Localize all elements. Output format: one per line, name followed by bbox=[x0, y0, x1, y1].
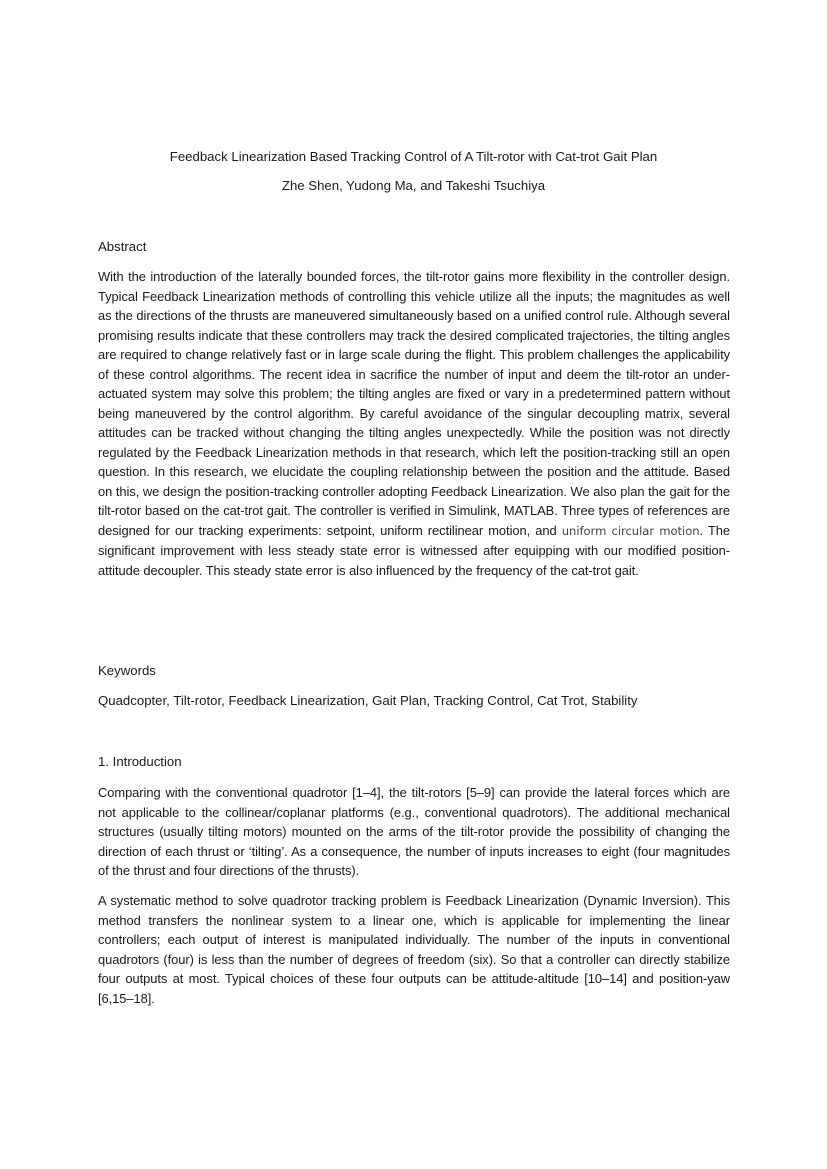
abstract-body bbox=[98, 267, 730, 580]
keywords-heading: Keywords bbox=[98, 663, 156, 678]
paper-title: Feedback Linearization Based Tracking Control of A Tilt-rotor with Cat-trot Gait Plan bbox=[169, 149, 658, 164]
introduction-heading: 1. Introduction bbox=[98, 754, 182, 769]
abstract-highlight: uniform circular motion bbox=[561, 523, 700, 538]
abstract-text-part2: . The significant improvement with less steady state error is witnessed after equipping with our modified position-attitude decoupler. This steady state error is also influenced by the frequency of the cat-trot gait. bbox=[98, 522, 731, 578]
abstract-text-part1: With the introduction of the laterally bounded forces, the tilt-rotor gains more flexibility in the controller design. Typical Feedback Linearization methods of controlling this vehicle utilize all the inputs; the magnitudes as well as the directions of the thrusts are maneuvered simultaneously based on a unified control rule. Although several promising results indicate that these controllers may track the desired complicated trajectories, the tilting angles are required to change relatively fast or in large scale during the flight. This problem challenges the applicability of these control algorithms. The recent idea in sacrifice the number of input and deem the tilt-rotor an under-actuated system may solve this problem; the tilting angles are fixed or vary in a predetermined pattern without being maneuvered by the control algorithm. By careful avoidance of the singular decoupling matrix, several attitudes can be tracked without changing the tilting angles unexpectedly. While the position was not directly regulated by the Feedback Linearization methods in that research, which left the position-tracking still an open question. In this research, we elucidate the coupling relationship between the position and the attitude. Based on this, we design the position-tracking controller adopting Feedback Linearization. We also plan the gait for the tilt-rotor based on the cat-trot gait. The controller is verified in Simulink, MATLAB. Three types of references are designed for our tracking experiments: setpoint, uniform rectilinear motion, and bbox=[98, 269, 730, 538]
keywords-list: Quadcopter, Tilt-rotor, Feedback Linearization, Gait Plan, Tracking Control, Cat Trot, Stability bbox=[98, 693, 638, 708]
introduction-paragraph-1: Comparing with the conventional quadrotor [1–4], the tilt-rotors [5–9] can provide the lateral forces which are not applicable to the collinear/coplanar platforms (e.g., conventional quadrotors). The additional mechanical structures (usually tilting motors) mounted on the arms of the tilt-rotor provide the possibility of changing the direction of each thrust or ‘tilting’. As a consequence, the number of inputs increases to eight (four magnitudes of the thrust and four directions of the thrusts). bbox=[98, 785, 730, 879]
introduction-paragraph-2: A systematic method to solve quadrotor tracking problem is Feedback Linearization (Dynamic Inversion). This method transfers the nonlinear system to a linear one, which is applicable for implementing the linear controllers; each output of interest is manipulated individually. The number of the inputs in conventional quadrotors (four) is less than the number of degrees of freedom (six). So that a controller can directly stabilize four outputs at most. Typical choices of these four outputs can be attitude-altitude [10–14] and position-yaw [6,15–18]. bbox=[98, 893, 730, 1006]
paper-authors: Zhe Shen, Yudong Ma, and Takeshi Tsuchiya bbox=[281, 178, 546, 193]
abstract-heading: Abstract bbox=[98, 239, 147, 254]
